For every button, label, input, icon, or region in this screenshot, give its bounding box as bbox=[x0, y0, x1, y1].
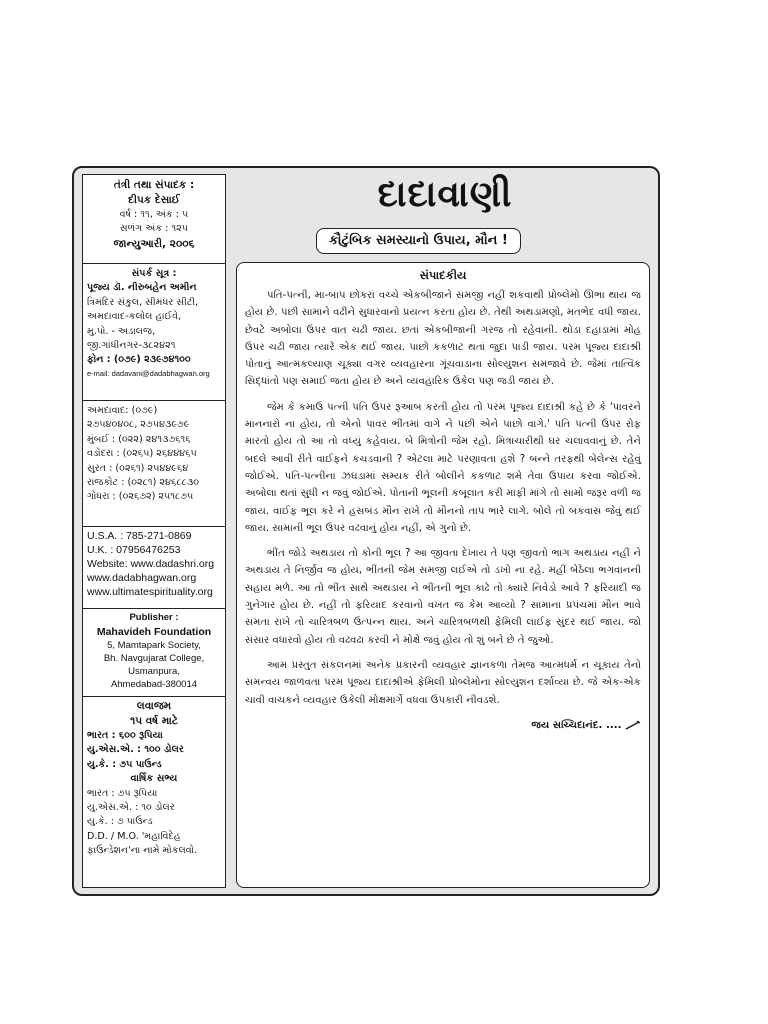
annual-rate: યુ.એસ.એ. : ૧૦ ડોલર bbox=[87, 802, 175, 814]
payment-note: D.D. / M.O. 'મહાવિદેહ bbox=[87, 830, 181, 842]
subscription-rate: ભારત : ૬૦૦ રૂપિયા bbox=[87, 730, 163, 741]
publisher-address: Bh. Navgujarat College, bbox=[103, 653, 205, 664]
sidebar bbox=[82, 174, 226, 888]
contact-line: પૂજ્ય ડૉ. નીરુબહેન અમીન bbox=[87, 282, 197, 294]
contact-block bbox=[83, 264, 225, 401]
publisher-address: Usmanpura, bbox=[128, 666, 180, 677]
article-paragraph: પતિ-પત્ની, મા-બાપ છોકરાં વચ્ચે એકબીજાને સમજી નહીં શકવાથી પ્રોબ્લેમો ઊભા થાય જ હોય છે. પછી સામાને વઢીને સુધારવાનો પ્રયત્ન કરતા હોય છે. તેથી અથડામણો, મતભેદ વધી જાય. છેવટે અબોલા ઉપર વાત ચઢી જાય. છતાં એકબીજાની ગરજ તો રહેવાની. થોડા દહાડામાં મોહ ઉપર ચઢી જાય ત્યારે એક થઈ જાય. પાછો કકળાટ થતાં જુદા પાડી જાય. પરમ પૂજ્ય દાદાશ્રી પોતાનું આત્મકલ્યાણ ચૂક્યા વગર વ્યવહારના ગૂંચવાડાના સોલ્યુશન સમજાવે છે. જેમાં તાત્વિક સિદ્ધાંતો પણ સમાઈ જતા હોય છે અને વ્યવહારિક ઉકેલ પણ જડી જાય છે. bbox=[245, 290, 641, 388]
editorial-article bbox=[236, 262, 650, 888]
annual-rate: ભારત : ૭૫ રૂપિયા bbox=[87, 787, 158, 799]
subscription-heading: લવાજમ bbox=[136, 700, 172, 712]
subscription-block bbox=[83, 697, 225, 862]
article-heading: સંપાદકીય bbox=[419, 268, 467, 282]
subscription-period: ૧૫ વર્ષ માટે bbox=[130, 715, 178, 727]
phone-line: વડોદરા : (૦૨૬૫) ૨૬૪૪૪૬૫ bbox=[87, 448, 197, 460]
signature-text: જય સચ્ચિદાનંદ. .... bbox=[531, 719, 622, 731]
contact-line: જી.ગાંધીનગર-૩૮૨૪૨૧ bbox=[87, 340, 176, 352]
payment-note: ફાઉન્ડેશન'ના નામે મોકલવો. bbox=[87, 845, 198, 857]
publisher-address: 5, Mamtapark Society, bbox=[107, 640, 201, 651]
website-link[interactable]: www.dadabhagwan.org bbox=[87, 572, 197, 584]
pen-icon bbox=[625, 720, 641, 730]
subscription-rate: યુ.કે. : ૭૫ પાઉન્ડ bbox=[87, 758, 162, 770]
contact-line: મુ.પો. - અડાલજ, bbox=[87, 325, 156, 337]
serial-issue: સળંગ અંક : ૧૨૫ bbox=[119, 223, 189, 235]
phone-line: સુરત : (૦૨૬૧) ૨૫૪૪૯૬૪ bbox=[87, 462, 189, 474]
subscription-rate: યુ.એસ.એ. : ૧૦૦ ડોલર bbox=[87, 744, 184, 756]
editor-block bbox=[83, 175, 225, 264]
contact-heading: સંપર્ક સૂત્ર : bbox=[131, 268, 177, 279]
magazine-title: દાદાવાણી bbox=[377, 174, 513, 215]
issue-subtitle: કૌટુંબિક સમસ્યાનો ઉપાય, મૌન ! bbox=[316, 228, 521, 254]
publisher-block bbox=[83, 609, 225, 697]
phone-line: ગોધરા : (૦૨૬૭૨) ૨૫૧૮૭૫ bbox=[87, 491, 194, 503]
annual-rate: યુ.કે. : ૭ પાઉન્ડ bbox=[87, 816, 153, 828]
signature bbox=[245, 717, 641, 734]
article-paragraph: જેમ કે કમાઉ પત્ની પતિ ઉપર રૂઆબ કરતી હોય તો પરમ પૂજ્ય દાદાશ્રી કહે છે કે 'પાવરને માનનારો ના હોય, તો એનો પાવર ભીંતમાં વાગે ને પછી એને પાછો વાગે.' પતિ પત્ની ઉપર રોફ મારતો હોય તો આ તો વંધ્યું કહેવાય. બે મિત્રોની જેમ રહો. મિત્રાચારીથી ઘર ચલાવવાનું છે. તેને બદલે આવી રીતે વાઈફને કચડવાની ? એટલા માટે પરણાવતા હશે ? બન્ને તરફથી બેલેન્સ રહેવું જોઈએ. પતિ-પત્નીના ઝઘડામાં સમ્યક રીતે બોલીને કકળાટ શમે તેવા ઉપાય કરવા જોઈએ. અબોલા થતાં સુધી ન જવું જોઈએ. પોતાની ભૂલની કબૂલાત કરી માફી માંગે તો સામો જરૂર વળી જ જાય. વાઈફ ભૂલ કરે ને હસબંડ મૌન રાખે તો મૌનનો તાપ ભારે લાગે. બોલે તો બકવાસ જેવું થઈ જાય. સામાની ભૂલ ઉપર વઢવાનું હોય નહીં, એ ગુનો છે. bbox=[245, 401, 641, 534]
uk-phone: U.K. : 07956476253 bbox=[87, 544, 181, 556]
phones-block bbox=[83, 401, 225, 527]
article-paragraph: આમ પ્રસ્તુત સંકલનમાં અનેક પ્રકારની વ્યવહાર જ્ઞાનકળા તેમજ આત્મધર્મ ન ચૂકાય તેનો સમન્વય જાળવતા પરમ પૂજ્ય દાદાશ્રીએ ફેમિલી પ્રોબ્લેમોના સોલ્યુશન દર્શાવ્યા છે. જે એક-એક ચાવી વાચકને વ્યવહાર ઉકેલી મોક્ષમાર્ગે વધવા ઉપકારી નીવડશે. bbox=[245, 659, 641, 706]
phone-line: ૨૭૫૪૦૪૦૮, ૨૭૫૪૩૯૭૯ bbox=[87, 419, 190, 431]
phone-line: અમદાવાદ: (૦૭૯) bbox=[87, 405, 158, 416]
editor-heading: તંત્રી તથા સંપાદક : bbox=[113, 179, 195, 191]
issue-date: જાન્યુઆરી, ૨૦૦૬ bbox=[113, 237, 195, 250]
contact-email[interactable]: e-mail: dadavani@dadabhagwan.org bbox=[87, 368, 210, 378]
website-link[interactable]: www.ultimatespirituality.org bbox=[87, 586, 213, 598]
contact-phone: ફોન : (૦૭૯) ૨૩૯૭૪૧૦૦ bbox=[87, 354, 191, 366]
volume-issue: વર્ષ : ૧૧, અંક : ૫ bbox=[119, 209, 189, 220]
phone-line: મુંબઈ : (૦૨૨) ૨૪૧૩૭૬૧૬ bbox=[87, 433, 191, 445]
contact-line: ત્રિમંદિર સંકુલ, સીમંધર સીટી, bbox=[87, 296, 199, 308]
editor-name: દીપક દેસાઈ bbox=[128, 194, 180, 206]
publisher-address: Ahmedabad-380014 bbox=[110, 679, 198, 690]
contact-line: અમદાવાદ-કલોલ હાઈવે, bbox=[87, 311, 182, 323]
publisher-name: Mahavideh Foundation bbox=[96, 626, 212, 638]
website-link[interactable]: Website: www.dadashri.org bbox=[87, 558, 215, 570]
international-block bbox=[83, 527, 225, 609]
article-paragraph: ભીંત જોડે અથડાય તો કોની ભૂલ ? આ જીવતા દેખાય તે પણ જીવતો ભાગ અથડાય નહીં ને અથડાય તે નિર્જીવ જ હોય, ભીંતની જેમ સમજી લઈએ તો ડખો ના રહે. મહીં બેઠેલા ભગવાનની સહાય મળે. આ તો ભીંત સાથે અથડાય ને ભીંતની ભૂલ કાઢે તો ક્યારે નિવેડો આવે ? ફરિયાદી જ ગુનેગાર હોય છે. નહીં તો ફરિયાદ કરવાનો વખત જ કેમ આવ્યો ? સામાના પ્રપંચમાં મૌન ભાવે સમતા રાખે તો ચારિત્રબળ ઉત્પન્ન થાય. અને ચારિત્રબળથી ફેમિલી લાઈફ સુંદર થઈ જાય. જો સંસાર વધારવો હોય તો વઢવઢા કરવી ને મોક્ષે જવું હોય તો શું બને છે તે જુઓ. bbox=[245, 548, 641, 646]
annual-heading: વાર્ષિક સભ્ય bbox=[130, 773, 178, 785]
usa-phone: U.S.A. : 785-271-0869 bbox=[87, 530, 192, 542]
publisher-heading: Publisher : bbox=[129, 612, 179, 623]
phone-line: રાજકોટ : (૦૨૮૧) ૨૪૬૮૮૩૦ bbox=[87, 477, 200, 489]
